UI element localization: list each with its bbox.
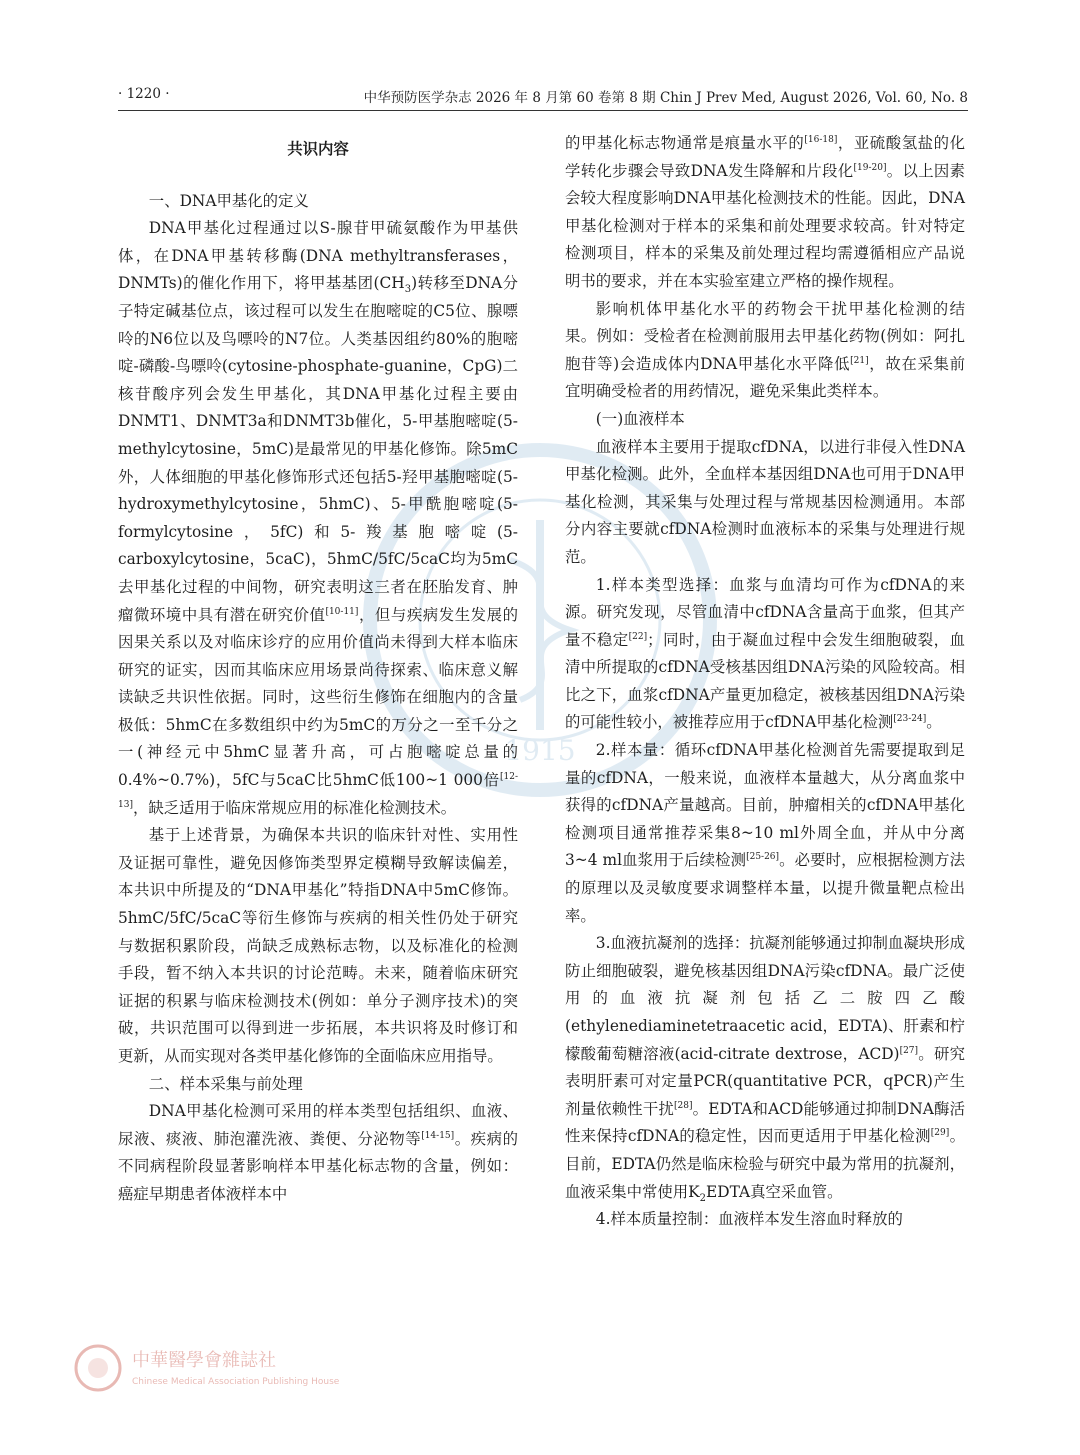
publisher-name-en: Chinese Medical Association Publishing House — [132, 1377, 340, 1387]
paragraph: 基于上述背景，为确保本共识的临床针对性、实用性及证据可靠性，避免因修饰类型界定模糊导致解读偏差，本共识中所提及的“DNA甲基化”特指DNA中5mC修饰。5hmC/5fC/5caC等衍生修饰与疾病的相关性仍处于研究与数据积累阶段，尚缺乏成熟标志物，以及标准化的检测手段，暂不纳入本共识的讨论范畴。未来，随着临床研究证据的积累与临床检测技术(例如：单分子测序技术)的突破，共识范围可以得到进一步拓展，本共识将及时修订和更新，从而实现对各类甲基化修饰的全面临床应用指导。 — [118, 826, 518, 1065]
header-rule — [118, 110, 968, 111]
paragraph: 的甲基化标志物通常是痕量水平的[16-18]，亚硫酸氢盐的化学转化步骤会导致DNA发生降解和片段化[19-20]。以上因素会较大程度影响DNA甲基化检测技术的性能。因此，DNA甲基化检测对于样本的采集和前处理要求较高。针对特定检测项目，样本的采集及前处理过程均需遵循相应产品说明书的要求，并在本实验室建立严格的操作规程。 — [565, 134, 965, 290]
citation: [28] — [674, 1100, 693, 1111]
heading-blood-samples: (一)血液样本 — [595, 409, 685, 428]
paragraph: 3.血液抗凝剂的选择：抗凝剂能够通过抑制血凝块形成防止细胞破裂，避免核基因组DNA污染cfDNA。最广泛使用的血液抗凝剂包括乙二胺四乙酸(ethylenediaminetetraacetic acid，EDTA)、肝素和柠檬酸葡萄糖溶液(acid-citrate dextrose，ACD)[27]。研究表明肝素可对定量PCR(quantitative PCR，qPCR)产生剂量依赖性干扰[28]。EDTA和ACD能够通过抑制DNA酶活性来保持cfDNA的稳定性，因而更适用于甲基化检测[29]。目前，EDTA仍然是临床检验与研究中最为常用的抗凝剂，血液采集中常使用$K_2EDTA$真空采血管。 — [565, 934, 966, 1204]
citation: [27] — [899, 1045, 919, 1056]
citation: [21] — [850, 355, 869, 366]
paragraph: DNA甲基化过程通过以S-腺苷甲硫氨酸作为甲基供体，在DNA甲基转移酶(DNA methyltransferases，DNMTs)的催化作用下，将甲基基团$(CH_3)$转移至DNA分子特定碱基位点，该过程可以发生在胞嘧啶的C5位、腺嘌呤的N6位以及鸟嘌呤的N7位。人类基因组约80%的胞嘧啶-磷酸-鸟嘌呤(cytosine-phosphate-guanine，CpG)二核苷酸序列会发生甲基化，其DNA甲基化过程主要由DNMT1、DNMT3a和DNMT3b催化，5-甲基胞嘧啶(5-methylcytosine，5mC)是最常见的甲基化修饰。除5mC外，人体细胞的甲基化修饰形式还包括5-羟甲基胞嘧啶(5-hydroxymethylcytosine，5hmC)、5-甲酰胞嘧啶(5-formylcytosine，5fC)和5-羧基胞嘧啶(5-carboxylcytosine，5caC)，5hmC/5fC/5caC均为5mC去甲基化过程的中间物，研究表明这三者在胚胎发育、肿瘤微环境中具有潜在研究价值[10-11]，但与疾病发生发展的因果关系以及对临床诊疗的应用价值尚未得到大样本临床研究的证实，因而其临床应用场景尚待探索、临床意义解读缺乏共识性依据。同时，这些衍生修饰在细胞内的含量极低：5hmC在多数组织中约为5mC的万分之一至千分之一(神经元中5hmC显著升高，可占胞嘧啶总量的0.4%~0.7%)，5fC与5caC比5hmC低100~1 000倍[12-13]，缺乏适用于临床常规应用的标准化检测技术。 — [118, 219, 518, 817]
paragraph: 影响机体甲基化水平的药物会干扰甲基化检测的结果。例如：受检者在检测前服用去甲基化药物(例如：阿扎胞苷等)会造成体内DNA甲基化水平降低[21]，故在采集前宜明确受检者的用药情况，避免采集此类样本。 — [565, 299, 965, 401]
citation: [16-18] — [804, 134, 838, 145]
paragraph: 4.样本质量控制：血液样本发生溶血时释放的 — [595, 1210, 903, 1229]
section-title: 共识内容 — [287, 140, 349, 158]
citation: [25-26] — [746, 852, 780, 863]
paragraph: 2.样本量：循环cfDNA甲基化检测首先需要提取到足量的cfDNA，一般来说，血液样本量越大，从分离血浆中获得的cfDNA产量越高。目前，肿瘤相关的cfDNA甲基化检测项目通常推荐采集8~10 ml外周全血，并从中分离3~4 ml血浆用于后续检测[25-26]。必要时，应根据检测方法的原理以及灵敏度要求调整样本量，以提升微量靶点检出率。 — [565, 741, 965, 925]
paragraph: DNA甲基化检测可采用的样本类型包括组织、血液、尿液、痰液、肺泡灌洗液、粪便、分泌物等[14-15]。疾病的不同病程阶段显著影响样本甲基化标志物的含量，例如：癌症早期患者体液样本中 — [118, 1102, 518, 1203]
left-column — [118, 130, 518, 1209]
citation: [12-13] — [118, 771, 518, 810]
publisher-logo — [70, 1340, 490, 1400]
heading-dna-methylation-definition: 一、DNA甲基化的定义 — [148, 191, 309, 210]
page-number: · 1220 · — [118, 86, 170, 102]
journal-citation: 中华预防医学杂志 2026 年 8 月第 60 卷第 8 期 Chin J Prev Med, August 2026, Vol. 60, No. 8 — [363, 90, 968, 106]
right-column — [565, 130, 965, 1234]
citation: [23-24] — [893, 714, 927, 725]
heading-sample-collection: 二、样本采集与前处理 — [148, 1074, 303, 1093]
citation: [22] — [628, 631, 648, 642]
citation: [19-20] — [853, 162, 887, 173]
page-header — [118, 86, 968, 112]
paragraph: 血液样本主要用于提取cfDNA，以进行非侵入性DNA甲基化检测。此外，全血样本基因组DNA也可用于DNA甲基化检测，其采集与处理过程与常规基因检测通用。本部分内容主要就cfDNA检测时血液标本的采集与处理进行规范。 — [565, 437, 965, 566]
paragraph: 1.样本类型选择：血浆与血清均可作为cfDNA的来源。研究发现，尽管血清中cfDNA含量高于血浆，但其产量不稳定[22]；同时，由于凝血过程中会发生细胞破裂，血清中所提取的cfDNA受核基因组DNA污染的风险较高。相比之下，血浆cfDNA产量更加稳定，被核基因组DNA污染的可能性较小，被推荐应用于cfDNA甲基化检测[23-24]。 — [565, 575, 965, 732]
citation: [29] — [930, 1128, 950, 1139]
citation: [10-11] — [325, 606, 359, 617]
citation: [14-15] — [421, 1130, 455, 1141]
seal-year: 1915 — [504, 734, 576, 767]
publisher-name-cn: 中華醫學會雜誌社 — [132, 1350, 276, 1371]
